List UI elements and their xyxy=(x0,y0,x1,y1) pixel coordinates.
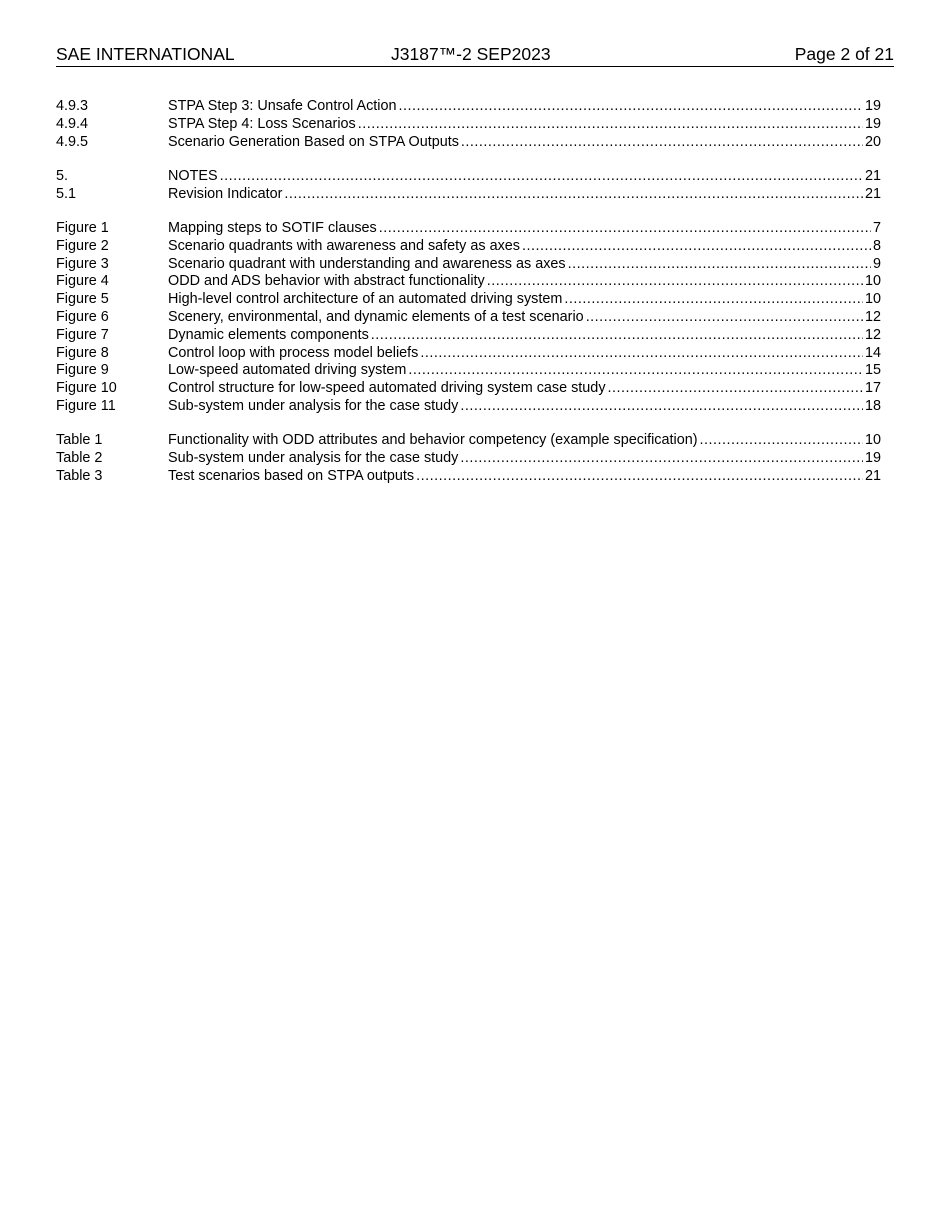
toc-entry-number: Figure 11 xyxy=(56,397,116,414)
toc-entry-title: Sub-system under analysis for the case study xyxy=(168,397,459,414)
toc-entry-page: 18 xyxy=(864,397,881,414)
toc-entry[interactable] xyxy=(56,380,881,398)
toc-entry-page: 12 xyxy=(864,326,881,343)
toc-entry-page: 10 xyxy=(864,432,881,449)
toc-entry[interactable] xyxy=(56,238,881,256)
toc-entry-number: Table 1 xyxy=(56,432,103,449)
toc-entry-number: Figure 8 xyxy=(56,344,109,361)
header-document-id: J3187™-2 SEP2023 xyxy=(391,44,551,64)
toc-entry[interactable] xyxy=(56,309,881,327)
toc-entry-number: Figure 10 xyxy=(56,380,117,397)
toc-entry-number: 5. xyxy=(56,167,69,184)
toc-entry-number: Table 2 xyxy=(56,450,103,467)
toc-entry[interactable] xyxy=(56,327,881,345)
toc-entry[interactable] xyxy=(56,168,881,186)
toc-entry-number: Figure 9 xyxy=(56,362,109,379)
toc-entry[interactable] xyxy=(56,186,881,204)
toc-leader-dots xyxy=(522,238,871,256)
toc-leader-dots xyxy=(379,220,871,238)
toc-entry[interactable] xyxy=(56,345,881,363)
toc-entry-title: Mapping steps to SOTIF clauses xyxy=(168,219,377,236)
toc-entry-page: 14 xyxy=(864,344,881,361)
toc-leader-dots xyxy=(564,291,863,309)
toc-entry-title: Scenario quadrant with understanding and awareness as axes xyxy=(168,255,566,272)
toc-entry-number: 4.9.5 xyxy=(56,133,89,150)
toc-entry[interactable] xyxy=(56,134,881,152)
toc-entry-page: 10 xyxy=(864,273,881,290)
toc-leader-dots xyxy=(700,432,863,450)
toc-entry-title: Revision Indicator xyxy=(168,185,283,202)
toc-entry[interactable] xyxy=(56,220,881,238)
toc-leader-dots xyxy=(371,327,863,345)
toc-leader-dots xyxy=(461,134,863,152)
toc-leader-dots xyxy=(608,380,863,398)
toc-leader-dots xyxy=(460,398,863,416)
toc-entry-number: Figure 6 xyxy=(56,308,109,325)
toc-leader-dots xyxy=(586,309,863,327)
toc-leader-dots xyxy=(284,186,863,204)
toc-entry-page: 20 xyxy=(864,133,881,150)
toc-entry-page: 15 xyxy=(864,362,881,379)
toc-entry-title: Control loop with process model beliefs xyxy=(168,344,419,361)
toc-leader-dots xyxy=(487,273,863,291)
toc-entry-page: 19 xyxy=(864,98,881,114)
toc-entry[interactable] xyxy=(56,468,881,486)
toc-entry-title: STPA Step 3: Unsafe Control Action xyxy=(168,98,397,114)
toc-entry-page: 8 xyxy=(872,237,881,254)
toc-entry-number: Figure 3 xyxy=(56,255,109,272)
toc-entry-number: Figure 4 xyxy=(56,273,109,290)
toc-leader-dots xyxy=(220,168,863,186)
toc-entry-title: Low-speed automated driving system xyxy=(168,362,407,379)
toc-notes-group xyxy=(56,168,881,204)
toc-leader-dots xyxy=(399,98,863,116)
toc-entry-page: 19 xyxy=(864,115,881,132)
toc-entry-page: 21 xyxy=(864,467,881,484)
toc-entry-page: 7 xyxy=(872,219,881,236)
toc-entry-title: NOTES xyxy=(168,167,218,184)
toc-leader-dots xyxy=(420,345,863,363)
toc-entry-number: 5.1 xyxy=(56,185,77,202)
toc-entry-title: ODD and ADS behavior with abstract functionality xyxy=(168,273,485,290)
toc-sections-group xyxy=(56,98,881,151)
toc-tables-group xyxy=(56,432,881,485)
toc-entry-title: Dynamic elements components xyxy=(168,326,369,343)
toc-leader-dots xyxy=(568,256,871,274)
toc-entry-number: Figure 1 xyxy=(56,219,109,236)
toc-entry-number: Figure 2 xyxy=(56,237,109,254)
toc-entry-title: Control structure for low-speed automated driving system case study xyxy=(168,380,606,397)
toc-entry-number: 4.9.3 xyxy=(56,98,89,114)
toc-entry[interactable] xyxy=(56,116,881,134)
toc-leader-dots xyxy=(460,450,863,468)
toc-leader-dots xyxy=(408,362,863,380)
toc-leader-dots xyxy=(358,116,863,134)
toc-entry-page: 9 xyxy=(872,255,881,272)
toc-entry-title: Functionality with ODD attributes and behavior competency (example specification) xyxy=(168,432,698,449)
toc-entry[interactable] xyxy=(56,450,881,468)
toc-entry-title: Scenario Generation Based on STPA Outputs xyxy=(168,133,459,150)
toc-entry[interactable] xyxy=(56,256,881,274)
toc-entry-number: Figure 7 xyxy=(56,326,109,343)
toc-entry-page: 12 xyxy=(864,308,881,325)
toc-entry[interactable] xyxy=(56,362,881,380)
toc-entry-title: Scenery, environmental, and dynamic elements of a test scenario xyxy=(168,308,584,325)
toc-entry-page: 10 xyxy=(864,291,881,308)
table-of-contents xyxy=(56,98,881,502)
toc-entry[interactable] xyxy=(56,273,881,291)
toc-entry[interactable] xyxy=(56,98,881,116)
toc-entry-page: 17 xyxy=(864,380,881,397)
toc-entry[interactable] xyxy=(56,398,881,416)
toc-entry-title: Test scenarios based on STPA outputs xyxy=(168,467,415,484)
toc-entry-page: 19 xyxy=(864,450,881,467)
toc-entry-page: 21 xyxy=(864,185,881,202)
header-organization: SAE INTERNATIONAL xyxy=(56,44,235,64)
toc-entry-number: Figure 5 xyxy=(56,291,109,308)
toc-entry-number: Table 3 xyxy=(56,467,103,484)
toc-entry[interactable] xyxy=(56,291,881,309)
toc-entry-page: 21 xyxy=(864,167,881,184)
page-header xyxy=(56,44,894,67)
toc-entry-title: Scenario quadrants with awareness and safety as axes xyxy=(168,237,520,254)
toc-entry-title: Sub-system under analysis for the case study xyxy=(168,450,459,467)
header-page-number: Page 2 of 21 xyxy=(794,44,894,64)
toc-leader-dots xyxy=(416,468,863,486)
toc-entry-number: 4.9.4 xyxy=(56,115,89,132)
toc-entry-title: STPA Step 4: Loss Scenarios xyxy=(168,115,356,132)
toc-entry-title: High-level control architecture of an automated driving system xyxy=(168,291,563,308)
toc-entry[interactable] xyxy=(56,432,881,450)
toc-figures-group xyxy=(56,220,881,416)
